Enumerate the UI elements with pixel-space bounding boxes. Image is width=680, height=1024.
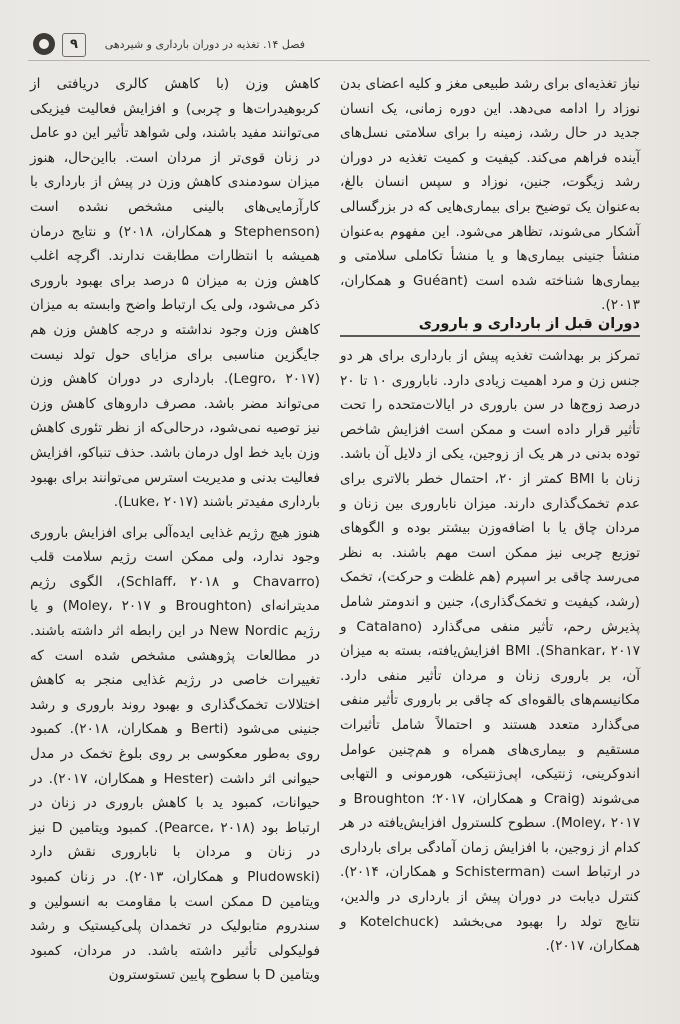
right-column-intro <box>340 72 640 318</box>
intro-paragraph: نیاز تغذیه‌ای برای رشد طبیعی مغز و کلیه اعضای بدن نوزاد را ادامه می‌دهد. این دوره زمانی، یک انسان جدید در حال رشد، زمینه را برای سلامتی نسل‌های آینده فراهم می‌کند. کیفیت و کمیت تغذیه در دوران رشد زیگوت، جنین، نوزاد و سپس انسان بالغ، به‌عنوان یک توضیح برای بیماری‌هایی که در بزرگسالی آشکار می‌شوند، تظاهر می‌شود. این مفهوم به‌عنوان منشأ جنینی بیماری‌ها و یا منشأ تکاملی سلامتی و بیماری‌ها شناخته شده است (Guéant و همکاران، ۲۰۱۳). <box>340 76 640 314</box>
left-column <box>30 72 320 988</box>
publisher-logo-icon <box>33 33 55 55</box>
page-number: ۹ <box>62 33 86 57</box>
left-paragraph-1: کاهش وزن (با کاهش کالری دریافتی از کربوهیدرات‌ها و چربی) و افزایش فعالیت فیزیکی می‌توانند مفید باشند، ولی شواهد تأثیر این دو عامل در زنان قوی‌تر از مردان است. بااین‌حال، هنوز میزان سودمندی کاهش وزن در پیش از بارداری با کارآزمایی‌های بالینی مشخص نشده است (Stephenson و همکاران، ۲۰۱۸) و نتایج درمان همیشه با انتظارات مطابقت ندارند. اگرچه اغلب کاهش وزن به میزان ۵ درصد برای بهبود باروری ذکر می‌شود، ولی یک ارتباط واضح وابسته به میزان کاهش وزن وجود نداشته و درجه کاهش وزن هم جایگزین مناسبی برای مزایای حول تولد نیست (Legro، ۲۰۱۷). بارداری در دوران کاهش وزن می‌تواند مضر باشد. مصرف داروهای کاهش وزن نیز توصیه نمی‌شود، درحالی‌که از نظر تئوری کاهش وزن باید خط اول درمان باشد. حذف تنباکو، افزایش فعالیت بدنی و مدیریت استرس می‌توانند برای بهبود بارداری مفیدتر باشند (Luke، ۲۰۱۷). <box>30 76 320 511</box>
section-heading: دوران قبل از بارداری و باروری <box>340 316 640 337</box>
running-header <box>28 30 650 61</box>
section-paragraph: تمرکز بر بهداشت تغذیه پیش از بارداری برای هر دو جنس زن و مرد اهمیت زیادی دارد. ناباروری ۱۰ تا ۲۰ درصد زوج‌ها در سن باروری در ایالات‌متحده را تحت تأثیر قرار داده است و ممکن است افزایش شاخص توده بدنی در هر یک از زوجین، یکی از دلایل آن باشد. زنان با BMI کمتر از ۲۰، احتمال خطر بالاتری برای عدم تخمک‌گذاری دارند. میزان ناباروری بین زنان و مردان چاق یا با اضافه‌وزن بیشتر بوده و الگوهای توزیع چربی نیز ممکن است مهم باشند. به نظر می‌رسد چاقی بر اسپرم (هم غلظت و حرکت)، تخمک (رشد، کیفیت و تخمک‌گذاری)، جنین و اندومتر شامل پذیرش رحم، تأثیر منفی می‌گذارد (Catalano و Shankar، ۲۰۱۷). BMI افزایش‌یافته، بسته به میزان آن، بر باروری زنان و مردان تأثیر منفی دارد. مکانیسم‌های بالقوه‌ای که چاقی بر باروری تأثیر منفی می‌گذارد متعدد هستند و احتمالاً شامل تأثیرات مستقیم و بیماری‌های همراه و هم‌چنین عوامل اندوکرینی، ژنتیکی، اپی‌ژنتیکی، هورمونی و التهابی می‌شوند (Craig و همکاران، ۲۰۱۷؛ Broughton و Moley، ۲۰۱۷). سطوح کلسترول افزایش‌یافته در هر کدام از زوجین، با افزایش زمان آمادگی برای بارداری در ارتباط است (Schisterman و همکاران، ۲۰۱۴). کنترل دیابت در دوران پیش از بارداری در والدین، نتایج تولد را بهبود می‌بخشد (Kotelchuck و همکاران، ۲۰۱۷). <box>340 348 641 955</box>
chapter-title: فصل ۱۴. تغذیه در دوران بارداری و شیردهی <box>104 38 305 51</box>
left-paragraph-2: هنوز هیچ رژیم غذایی ایده‌آلی برای افزایش باروری وجود ندارد، ولی ممکن است رژیم سلامت قلب (Chavarro و Schlaff، ۲۰۱۸)، الگوی رژیم مدیترانه‌ای (Broughton و Moley، ۲۰۱۷) و یا رژیم New Nordic در این رابطه اثر داشته باشند. در مطالعات پژوهشی مشخص شده است که تغییرات خاصی در رژیم غذایی منجر به کاهش اختلالات تخمک‌گذاری و بهبود روند باروری و رشد جنینی می‌شود (Berti و همکاران، ۲۰۱۸). کمبود روی به‌طور معکوسی بر روی بلوغ تخمک در مدل حیوانی اثر داشت (Hester و همکاران، ۲۰۱۷). در حیوانات، کمبود ید با کاهش باروری در زنان در ارتباط بود (Pearce، ۲۰۱۸). کمبود ویتامین D نیز در زنان و مردان با ناباروری نقش دارد (Pludowski و همکاران، ۲۰۱۳). در زنان کمبود ویتامین D ممکن است با مقاومت به انسولین و سندروم متابولیک در تخمدان پلی‌کیستیک و رشد فولیکولی تأثیر داشته باشد. در مردان، کمبود ویتامین D با سطوح پایین تستوسترون <box>30 524 321 984</box>
right-column-section <box>340 344 640 959</box>
